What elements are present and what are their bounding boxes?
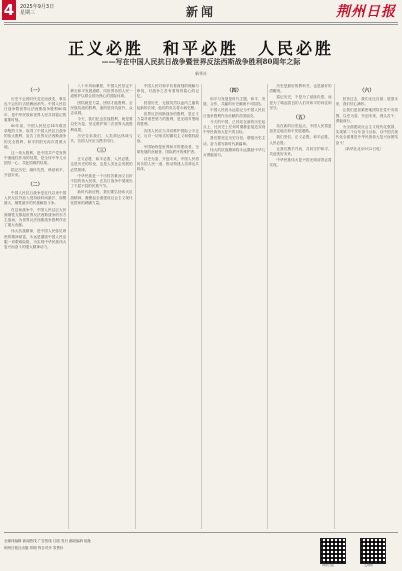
paragraph: 中国始终是世界和平的建设者、全球发展的贡献者、国际秩序的维护者。 — [136, 145, 199, 155]
column-divider — [135, 84, 136, 529]
paragraph: 80年前，中国人民经过14年艰苦卓绝的斗争，取得了中国人民抗日战争的伟大胜利，宣告了世界反法西斯战争的完全胜利，和平的阳光再次普照大地。 — [4, 124, 67, 149]
paragraph: 今天的中国，已经站在新的历史起点上，比历史上任何时期都更接近实现中华民族伟大复兴的目标。 — [203, 119, 266, 135]
paragraph: 历史是最好的教科书，也是最好的清醒剂。 — [269, 84, 332, 94]
paragraph: 和平与发展是时代主题，和平、发展、合作、共赢的历史潮流不可阻挡。 — [203, 97, 266, 107]
qr-code-icon — [320, 538, 346, 564]
column-divider — [201, 84, 202, 529]
article-column — [70, 84, 132, 529]
article-column — [269, 84, 331, 529]
paragraph: 中国人民将永远铭记为中国人民抗日战争胜利作出贡献的各国朋友。 — [203, 108, 266, 118]
paragraph: 站在新的历史起点，中国人民将更加坚定地走和平发展道路。 — [269, 124, 332, 134]
article-subheadline: ——写在中国人民抗日战争暨世界反法西斯战争胜利80周年之际 — [101, 57, 301, 66]
paragraph: 这一伟大胜利，是中国共产党发挥中流砥柱作用的结果，是全体中华儿女团结一心、共赴国难的结果。 — [4, 151, 67, 166]
paragraph: 今天，我们纪念抗战胜利，就是要以史为鉴，坚定维护第二次世界大战胜利成果。 — [70, 117, 133, 132]
paragraph: 新时代新征程，我们要弘扬伟大抗战精神，凝聚起全面建设社会主义现代化国家的磅礴力量。 — [70, 190, 133, 205]
section-marker: （二） — [27, 182, 43, 189]
paragraph: 伟大抗战精神，是中国人民弥足珍贵的精神财富，永远是激励中国人民克服一切艰难险阻、为实现中华民族伟大复兴而奋斗的强大精神动力。 — [4, 229, 67, 250]
article-column — [137, 84, 199, 529]
paragraph: 各国人民应当共同维护国际公平正义，反对一切形式的霸权主义和强权政治。 — [136, 128, 199, 144]
article-headline: 正义必胜 和平必胜 人民必胜 — [67, 39, 334, 58]
paragraph: （新华社北京9月2日电） — [342, 146, 384, 151]
paragraph: 中华民族是一个历经苦难而又百折不挠的伟大民族，在抗日战争中展现出了不屈不挠的民族气节。 — [70, 173, 133, 189]
paragraph: 在这场战争中，中国人民以巨大民族牺牲支撑起世界反法西斯战争的东方主战场，为世界反法西斯战争胜利作出了重大贡献。 — [4, 207, 67, 228]
section-marker: （四） — [226, 88, 242, 94]
section-marker: （五） — [292, 115, 308, 122]
paragraph: 团结就是力量，团结才能胜利。全民族抗战的胜利，靠的是同仇敌忾、众志成城。 — [70, 100, 133, 116]
paragraph: 以史为鉴、开创未来，中国人民将同各国人民一道，推动构建人类命运共同体。 — [136, 156, 199, 172]
paragraph: 中国人民抗日战争是近代以来中国人民反抗外敌入侵持续时间最长、规模最大、牺牲最多的民族解放斗争。 — [4, 191, 67, 206]
paragraph: 铭记历史，缅怀先烈，珍爱和平，开创未来。 — [4, 167, 67, 177]
date: 2025年9月3日 — [20, 4, 55, 10]
paragraph: 让我们携手并肩，共同守护和平，共创美好未来。 — [269, 146, 332, 157]
qr-label-2: 云荆州 — [364, 563, 374, 567]
paragraph: 铭记历史，不是为了延续仇恨，而是为了唤起善良的人们对和平的向往和坚守。 — [269, 95, 332, 110]
page-footer — [0, 536, 402, 571]
paragraph: 回首过去，我们无比自豪；展望未来，我们信心满怀。 — [335, 97, 398, 107]
section-marker: （一） — [27, 88, 43, 94]
header-divider-thin — [4, 24, 398, 25]
paragraph: 回望历史，无数英烈以血肉之躯筑起新的长城，他们的英名将永载史册。 — [136, 100, 199, 110]
header-divider — [4, 22, 398, 23]
article-column — [336, 84, 398, 529]
footer-publisher-line: 荆州日报社出版 印刷 每日对开 零售价 — [4, 546, 64, 550]
paragraph: 为全面建成社会主义现代化强国、实现第二个百年奋斗目标，以中国式现代化全面推进中华民族伟大复兴而团结奋斗！ — [335, 125, 398, 145]
paragraph: 伟大的抗战精神将永远激励中华儿女勇毅前行。 — [203, 147, 266, 158]
paragraph: 历史告诉我们，人类命运休戚与共，各国人民应当携手同行。 — [70, 133, 133, 144]
paragraph: 历史不会因时代变迁而改变，事实也不会因巧舌抵赖而消失。中国人民抗日战争暨世界反法西斯战争胜利80周年，是中华民族和世界人民共同铭记的重要时刻。 — [4, 97, 67, 122]
qr-label-1: 荆州日报 — [322, 563, 335, 567]
paragraph: 我们要坚定历史自信，增强历史主动，奋力谱写新时代新篇章。 — [203, 136, 266, 146]
article-column — [4, 84, 66, 529]
column-divider — [267, 84, 268, 529]
page-number: 4 — [3, 1, 15, 19]
section-marker: （六） — [359, 88, 375, 94]
paragraph: 我们坚信，正义必胜，和平必胜，人民必胜。 — [269, 135, 332, 145]
column-divider — [334, 84, 335, 529]
article-column — [203, 84, 265, 529]
newspaper-logo: 荆州日报 — [336, 4, 396, 20]
qr-code-icon — [360, 538, 386, 564]
masthead — [0, 0, 402, 22]
paragraph: 中华民族伟大复兴的光明前景必将实现。 — [269, 158, 332, 168]
footer-divider — [4, 532, 398, 533]
paragraph: 让我们更加紧密地团结在党中央周围，以史为鉴、开创未来，埋头苦干、勇毅前行。 — [335, 108, 398, 123]
article-byline: 新华社 — [195, 71, 207, 76]
weekday: 星期三 — [20, 10, 36, 16]
paragraph: 八十年风雨兼程，中国人民坚定不移走和平发展道路，同世界各国人民一道维护以联合国为核心的国际体系。 — [70, 84, 133, 99]
column-divider — [68, 84, 69, 529]
paragraph: 中国人民对和平有着深刻的理解与珍视，对战争之苦有着刻骨铭心的记忆。 — [136, 84, 199, 99]
section-marker: （三） — [93, 148, 109, 155]
paragraph: 世界反法西斯战争的胜利，是正义力量对邪恶势力的胜利，是光明对黑暗的胜利。 — [136, 112, 199, 127]
footer-info-line: 全媒体编辑 新闻热线 广告热线 订阅 发行 邮政编码 地址 — [4, 539, 92, 543]
section-title: 新闻 — [185, 5, 216, 19]
paragraph: 正义必胜、和平必胜、人民必胜，这是历史的结论，也是人类社会发展的必然规律。 — [70, 157, 133, 172]
